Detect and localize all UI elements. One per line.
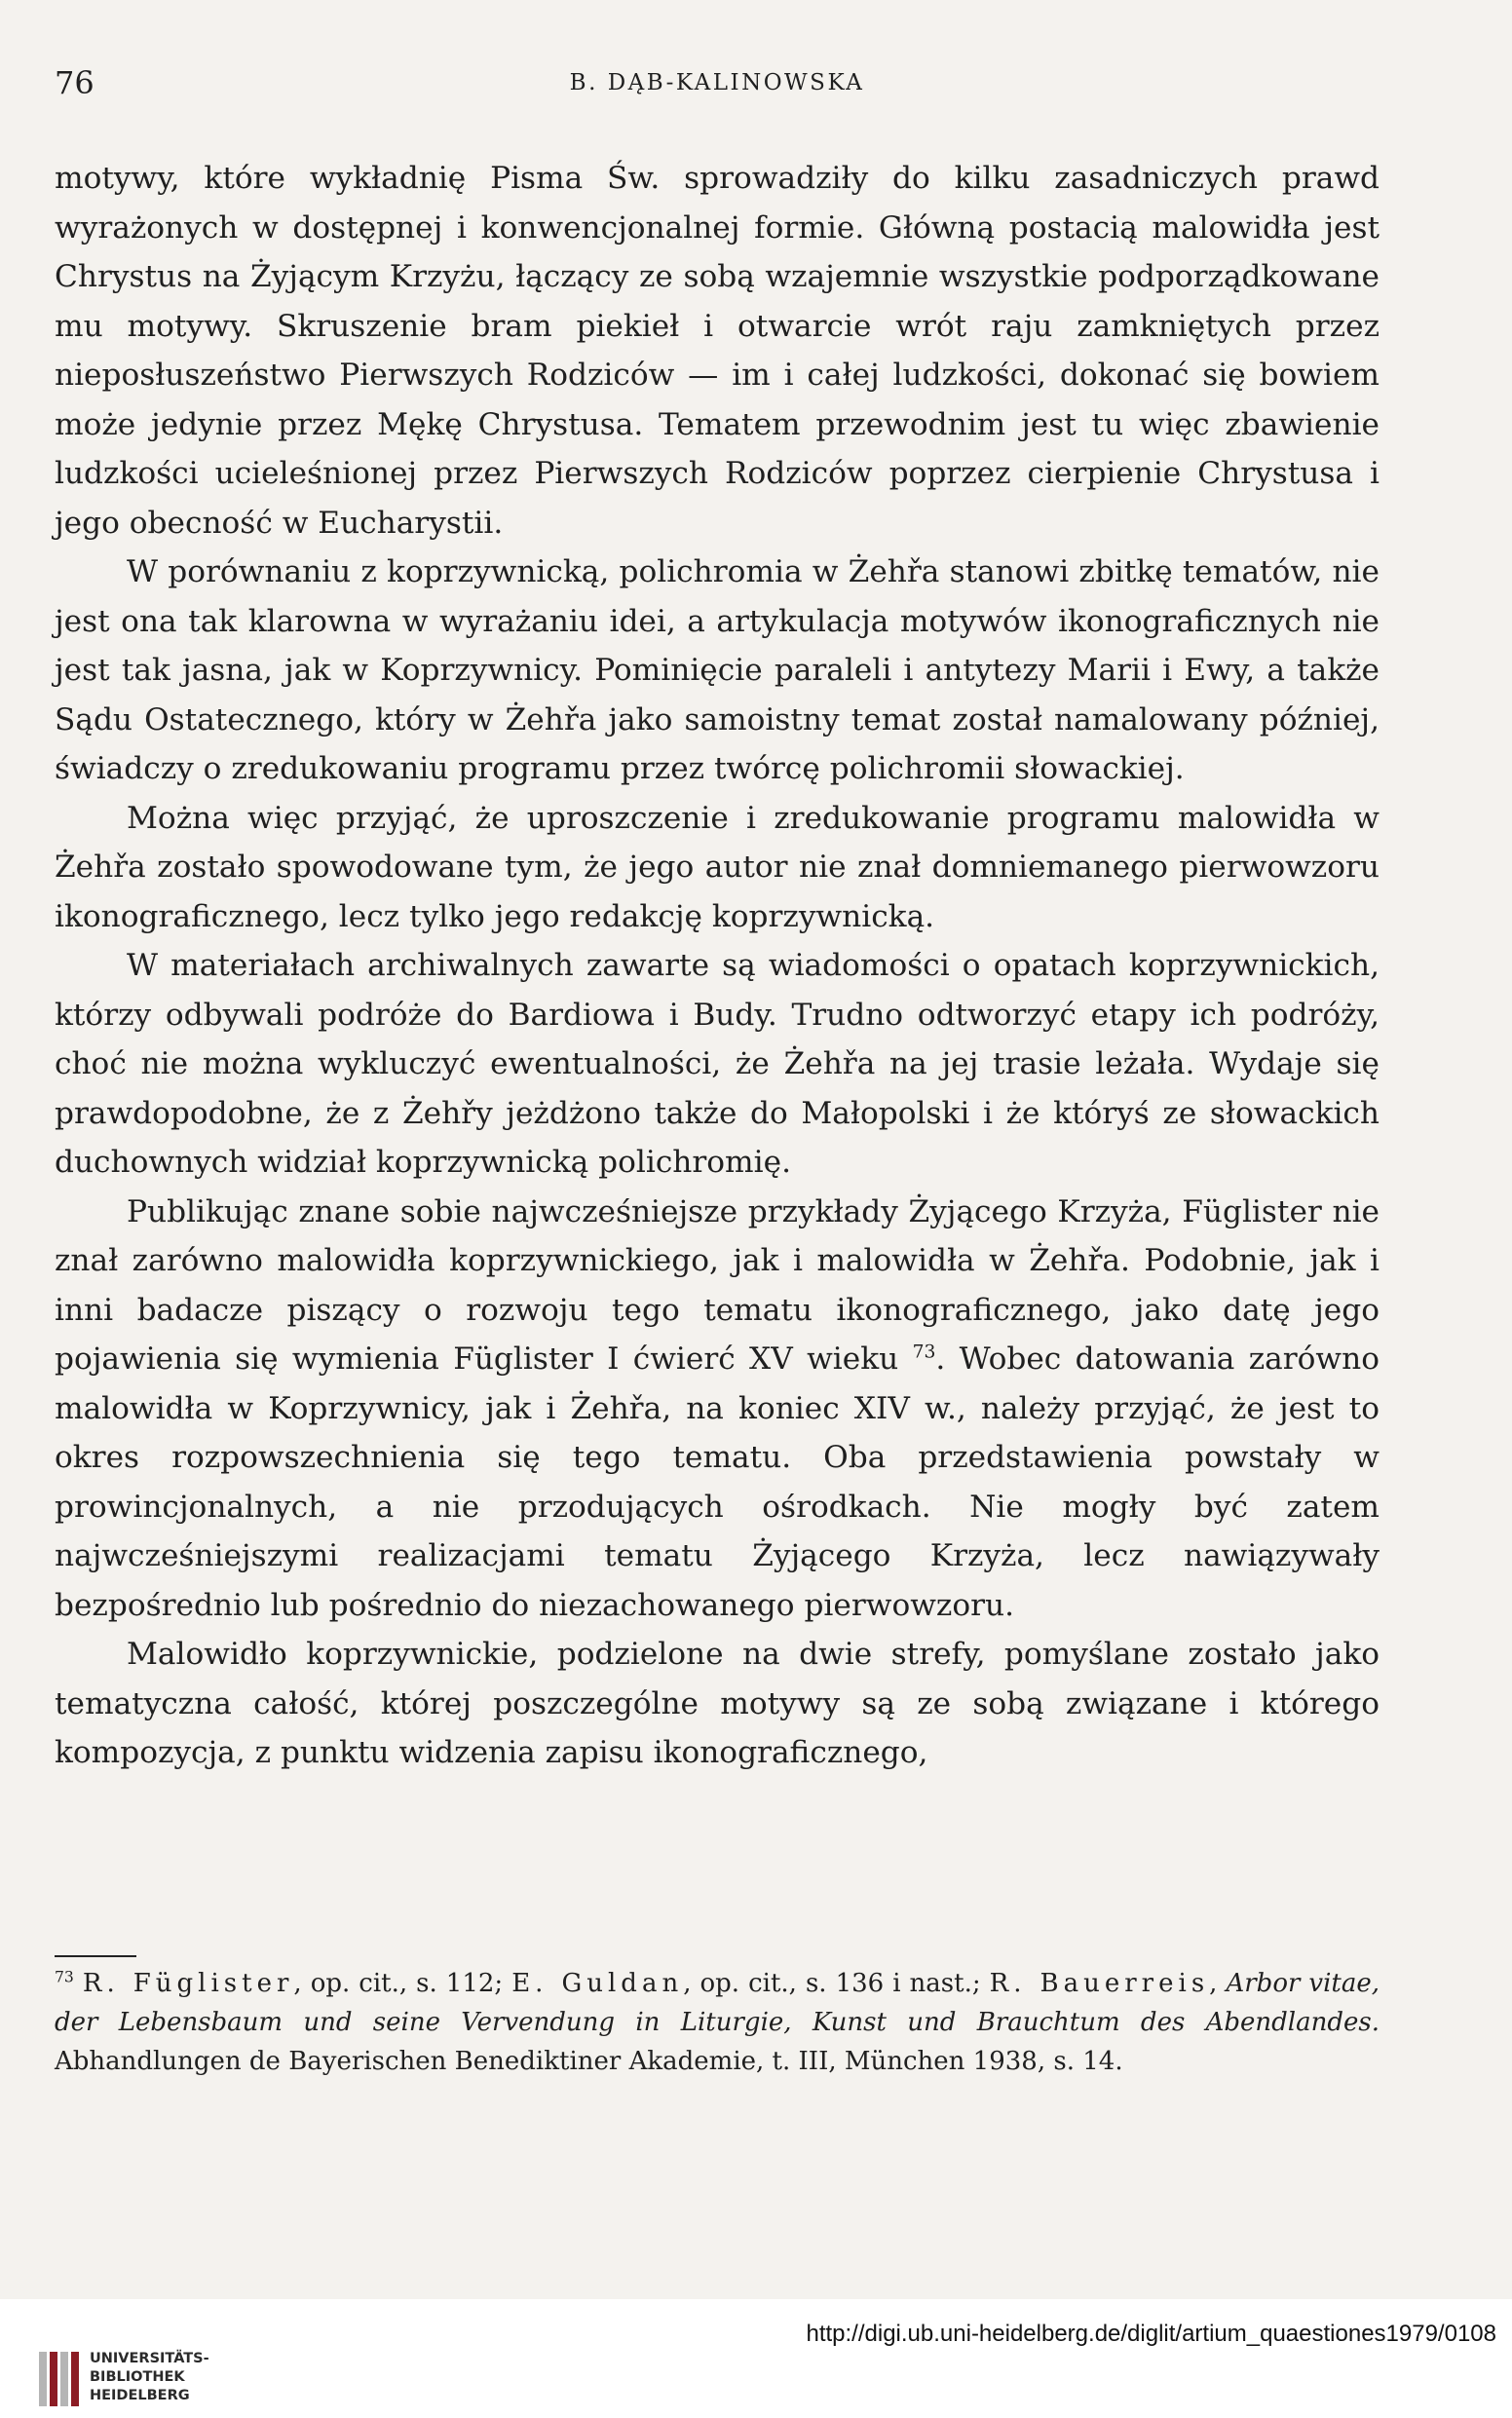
footnote-title: Arbor vitae, der Lebensbaum und seine Vervendung in Liturgie, Kunst und Brauchtum des Abendlandes. (55, 1969, 1380, 2037)
library-logo-icon (39, 2352, 80, 2406)
footnote-text-2: , op. cit., s. 136 i nast.; (683, 1969, 990, 1998)
paragraph-3: Można więc przyjąć, że uproszczenie i zredukowanie programu malowidła w Żehřa zostało spowodowane tym, że jego autor nie znał domniemanego pierwowzoru ikonograficznego, lecz tylko jego redakcję koprzywnicką. (55, 800, 1380, 934)
paragraph-4: W materiałach archiwalnych zawarte są wiadomości o opatach koprzywnickich, którzy odbywali podróże do Bardiowa i Budy. Trudno odtworzyć etapy ich podróży, choć nie można wykluczyć ewentualności, że Żehřa na jej trasie leżała. Wydaje się prawdopodobne, że z Żehřy jeżdżono także do Małopolski i że któryś ze słowackich duchownych widział koprzywnicką polichromię. (55, 948, 1380, 1180)
footnote-author-1: R. Füglister (82, 1969, 294, 1998)
logo-line-3: HEIDELBERG (90, 2388, 190, 2403)
paragraph-5 (55, 1188, 1380, 1631)
paragraph-5-part-2: . Wobec datowania zarówno malowidła w Koprzywnicy, jak i Żehřa, na koniec XIV w., należy przyjąć, że jest to okres rozpowszechnienia się tego tematu. Oba przedstawienia powstały w prowincjonalnych, a nie przodujących ośrodkach. Nie mogły być zatem najwcześniejszymi realizacjami tematu Żyjącego Krzyża, lecz nawiązywały bezpośrednio lub pośrednio do niezachowanego pierwowzoru. (55, 1341, 1380, 1623)
footnote-text-4: Abhandlungen de Bayerischen Benediktiner Akademie, t. III, München 1938, s. 14. (55, 2047, 1123, 2076)
library-logo[interactable] (39, 2348, 312, 2410)
footnote-divider (55, 1955, 136, 1957)
paragraph-6: Malowidło koprzywnickie, podzielone na dwie strefy, pomyślane zostało jako tematyczna całość, której poszczególne motywy są ze sobą związane i którego kompozycja, z punktu widzenia zapisu ikonograficznego, (55, 1637, 1380, 1770)
footnote-author-3: R. Bauerreis (989, 1969, 1210, 1998)
viewer-footer (0, 2299, 1512, 2418)
page-header (55, 64, 1380, 113)
logo-line-2: BIBLIOTHEK (90, 2369, 185, 2385)
paragraph-2: W porównaniu z koprzywnicką, polichromia w Żehřa stanowi zbitkę tematów, nie jest ona tak klarowna w wyrażaniu idei, a artykulacja motywów ikonograficznych nie jest tak jasna, jak w Koprzywnicy. Pominięcie paraleli i antytezy Marii i Ewy, a także Sądu Ostatecznego, który w Żehřa jako samoistny temat został namalowany później, świadczy o zredukowaniu programu przez twórcę polichromii słowackiej. (55, 554, 1380, 786)
page-number: 76 (55, 64, 94, 101)
body-text (55, 154, 1380, 1778)
paragraph-5-part-1: Publikując znane sobie najwcześniejsze przykłady Żyjącego Krzyża, Füglister nie znał zarówno malowidła koprzywnickiego, jak i malowidła w Żehřa. Podobnie, jak i inni badacze piszący o rozwoju tego tematu ikonograficznego, jako datę jego pojawienia się wymienia Füglister I ćwierć XV wieku (55, 1193, 1380, 1377)
footnote-author-2: E. Guldan (511, 1969, 684, 1998)
footnote-text-3: , (1209, 1969, 1227, 1998)
footnote-text-1: , op. cit., s. 112; (293, 1969, 512, 1998)
footnote (55, 1964, 1380, 2081)
paragraph-1: motywy, które wykładnię Pisma Św. sprowadziły do kilku zasadniczych prawd wyrażonych w dostępnej i konwencjonalnej formie. Główną postacią malowidła jest Chrystus na Żyjącym Krzyżu, łączący ze sobą wzajemnie wszystkie podporządkowane mu motywy. Skruszenie bram piekieł i otwarcie wrót raju zamkniętych przez nieposłuszeństwo Pierwszych Rodziców — im i całej ludzkości, dokonać się bowiem może jedynie przez Mękę Chrystusa. Tematem przewodnim jest tu więc zbawienie ludzkości ucieleśnionej przez Pierwszych Rodziców poprzez cierpienie Chrystusa i jego obecność w Eucharystii. (55, 161, 1380, 541)
logo-line-1: UNIVERSITÄTS- (90, 2351, 209, 2366)
library-logo-text (90, 2350, 209, 2405)
footnote-reference: 73 (912, 1341, 936, 1363)
running-head: B. DĄB-KALINOWSKA (569, 70, 865, 95)
source-url-link[interactable]: http://digi.ub.uni-heidelberg.de/diglit/artium_quaestiones1979/0108 (806, 2321, 1496, 2347)
footnote-number: 73 (55, 1968, 74, 1986)
